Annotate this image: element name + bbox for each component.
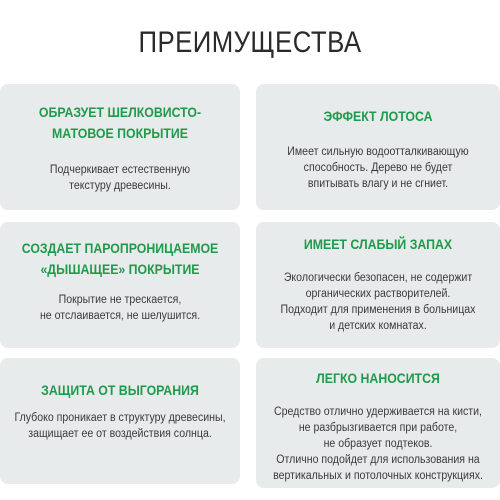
advantage-card-easy-application [256, 358, 500, 488]
card-text: Покрытие не трескается, не отслаивается, не шелушится. [39, 294, 201, 322]
card-heading: ИМЕЕТ СЛАБЫЙ ЗАПАХ [303, 236, 453, 252]
card-text: Имеет сильную водоотталкивающую способность. Дерево не будет впитывать влагу и не сгниет. [287, 146, 469, 190]
card-heading: ЭФФЕКТ ЛОТОСА [323, 108, 433, 124]
card-text: Экологически безопасен, не содержит органических растворителей. Подходит для применения в больницах и детских комнатах. [280, 272, 476, 332]
advantage-card-breathable-coating [0, 222, 240, 348]
card-text: Подчеркивает естественную текстуру древесины. [49, 164, 191, 192]
advantage-card-matte-finish [0, 84, 240, 210]
card-heading: ЗАЩИТА ОТ ВЫГОРАНИЯ [41, 382, 199, 398]
advantage-card-low-odor [256, 222, 500, 348]
page-title: ПРЕИМУЩЕСТВА [138, 26, 362, 59]
card-heading: ОБРАЗУЕТ ШЕЛКОВИСТО- МАТОВОЕ ПОКРЫТИЕ [38, 104, 202, 141]
card-text: Глубоко проникает в структуру древесины, защищает ее от воздействия солнца. [14, 412, 226, 440]
card-text: Средство отлично удерживается на кисти, не разбрызгивается при работе, не образует подтеков. Отлично подойдет для использования на вертикальных и потолочных конструкциях. [273, 406, 483, 482]
card-heading: СОЗДАЕТ ПАРОПРОНИЦАЕМОЕ «ДЫШАЩЕЕ» ПОКРЫТИЕ [21, 240, 219, 277]
card-heading: ЛЕГКО НАНОСИТСЯ [316, 370, 440, 386]
advantage-card-lotus-effect [256, 84, 500, 210]
advantage-card-fade-protection [0, 358, 240, 484]
